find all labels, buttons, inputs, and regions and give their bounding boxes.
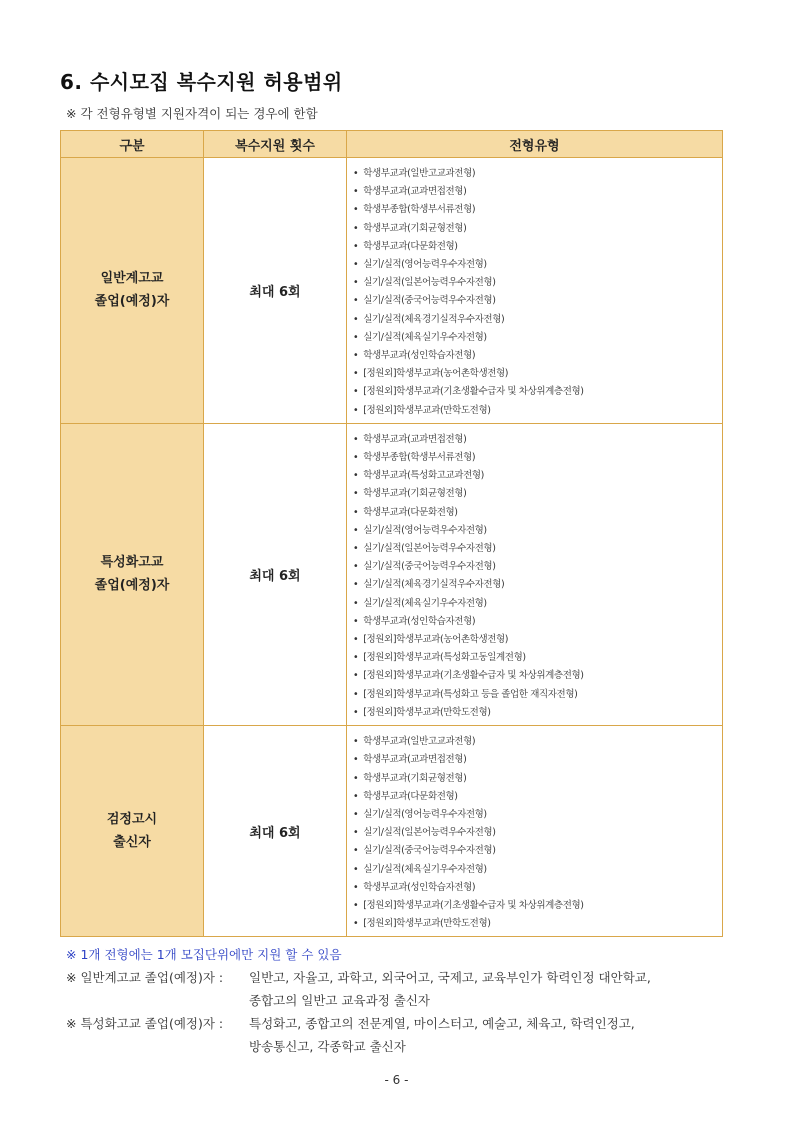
list-item: • 학생부종합(학생부서류전형) xyxy=(353,449,722,467)
list-item: • 실기/실적(영어능력우수자전형) xyxy=(353,256,722,274)
note-text: 일반고, 자율고, 과학고, 외국어고, 국제고, 교육부인가 학력인정 대안학교, xyxy=(249,970,651,985)
list-item: • 학생부교과(기회균형전형) xyxy=(353,220,722,238)
count-cell: 최대 6회 xyxy=(204,158,347,424)
list-item: • 실기/실적(영어능력우수자전형) xyxy=(353,806,722,824)
category-line: 졸업(예정)자 xyxy=(94,578,170,594)
list-item: • 학생부교과(교과면접전형) xyxy=(353,431,722,449)
count-cell: 최대 6회 xyxy=(204,726,347,937)
list-item: • 학생부교과(교과면접전형) xyxy=(353,183,722,201)
list-item: • 실기/실적(중국어능력우수자전형) xyxy=(353,558,722,576)
footnotes xyxy=(66,943,651,1058)
category-cell xyxy=(61,423,204,725)
list-item: • 학생부교과(다문화전형) xyxy=(353,788,722,806)
table-row xyxy=(61,726,723,937)
list-item: • 실기/실적(일본어능력우수자전형) xyxy=(353,274,722,292)
note-general-high xyxy=(66,966,651,989)
list-item: • 학생부종합(학생부서류전형) xyxy=(353,201,722,219)
list-item: • 실기/실적(중국어능력우수자전형) xyxy=(353,292,722,310)
multiple-application-table xyxy=(60,130,723,937)
list-item: • [정원외]학생부교과(특성화고동일계전형) xyxy=(353,649,722,667)
list-item: • 학생부교과(교과면접전형) xyxy=(353,751,722,769)
category-line: 특성화고교 xyxy=(100,555,164,571)
list-item: • 실기/실적(영어능력우수자전형) xyxy=(353,522,722,540)
table-row xyxy=(61,423,723,725)
types-list xyxy=(353,733,722,933)
list-item: • 학생부교과(다문화전형) xyxy=(353,504,722,522)
list-item: • [정원외]학생부교과(농어촌학생전형) xyxy=(353,631,722,649)
list-item: • 실기/실적(체육실기우수자전형) xyxy=(353,329,722,347)
list-item: • 학생부교과(일반고교과전형) xyxy=(353,733,722,751)
list-item: • 실기/실적(체육경기실적우수자전형) xyxy=(353,576,722,594)
count-cell: 최대 6회 xyxy=(204,423,347,725)
header-count: 복수지원 횟수 xyxy=(204,131,347,158)
page-number: - 6 - xyxy=(384,1073,409,1087)
category-line: 일반계고교 xyxy=(100,271,164,287)
list-item: • 학생부교과(성인학습자전형) xyxy=(353,879,722,897)
category-line: 검정고시 xyxy=(106,812,158,828)
list-item: • 학생부교과(특성화고교과전형) xyxy=(353,467,722,485)
list-item: • 학생부교과(일반고교과전형) xyxy=(353,165,722,183)
list-item: • [정원외]학생부교과(만학도전형) xyxy=(353,402,722,420)
list-item: • [정원외]학생부교과(만학도전형) xyxy=(353,704,722,722)
list-item: • 학생부교과(기회균형전형) xyxy=(353,770,722,788)
list-item: • 실기/실적(일본어능력우수자전형) xyxy=(353,824,722,842)
page-title: 6. 수시모집 복수지원 허용범위 xyxy=(60,70,343,94)
types-cell xyxy=(347,158,723,424)
types-cell xyxy=(347,423,723,725)
list-item: • 실기/실적(일본어능력우수자전형) xyxy=(353,540,722,558)
header-category: 구분 xyxy=(61,131,204,158)
header-types: 전형유형 xyxy=(347,131,723,158)
category-cell xyxy=(61,726,204,937)
list-item: • [정원외]학생부교과(기초생활수급자 및 차상위계층전형) xyxy=(353,383,722,401)
note-text: 특성화고, 종합고의 전문계열, 마이스터고, 예술고, 체육고, 학력인정고, xyxy=(249,1016,635,1031)
list-item: • 학생부교과(다문화전형) xyxy=(353,238,722,256)
list-item: • [정원외]학생부교과(특성화고 등을 졸업한 재직자전형) xyxy=(353,686,722,704)
note-one-application: ※ 1개 전형에는 1개 모집단위에만 지원 할 수 있음 xyxy=(66,947,342,962)
list-item: • 실기/실적(체육실기우수자전형) xyxy=(353,595,722,613)
types-list xyxy=(353,165,722,420)
types-list xyxy=(353,431,722,722)
note-vocational-high-cont: 방송통신고, 각종학교 출신자 xyxy=(249,1039,406,1054)
list-item: • 실기/실적(체육실기우수자전형) xyxy=(353,861,722,879)
note-vocational-high xyxy=(66,1012,651,1035)
scope-note: ※ 각 전형유형별 지원자격이 되는 경우에 한함 xyxy=(66,106,318,121)
category-line: 출신자 xyxy=(113,835,151,851)
list-item: • [정원외]학생부교과(기초생활수급자 및 차상위계층전형) xyxy=(353,667,722,685)
list-item: • [정원외]학생부교과(농어촌학생전형) xyxy=(353,365,722,383)
list-item: • [정원외]학생부교과(만학도전형) xyxy=(353,915,722,933)
table-row xyxy=(61,158,723,424)
types-cell xyxy=(347,726,723,937)
list-item: • 학생부교과(성인학습자전형) xyxy=(353,613,722,631)
list-item: • [정원외]학생부교과(기초생활수급자 및 차상위계층전형) xyxy=(353,897,722,915)
note-label: ※ 일반계고교 졸업(예정)자 : xyxy=(66,970,224,985)
note-general-high-cont: 종합고의 일반고 교육과정 출신자 xyxy=(249,993,430,1008)
list-item: • 실기/실적(중국어능력우수자전형) xyxy=(353,842,722,860)
list-item: • 학생부교과(성인학습자전형) xyxy=(353,347,722,365)
note-label: ※ 특성화고교 졸업(예정)자 : xyxy=(66,1016,224,1031)
list-item: • 학생부교과(기회균형전형) xyxy=(353,485,722,503)
category-line: 졸업(예정)자 xyxy=(94,294,170,310)
table-header-row xyxy=(61,131,723,158)
list-item: • 실기/실적(체육경기실적우수자전형) xyxy=(353,311,722,329)
category-cell xyxy=(61,158,204,424)
